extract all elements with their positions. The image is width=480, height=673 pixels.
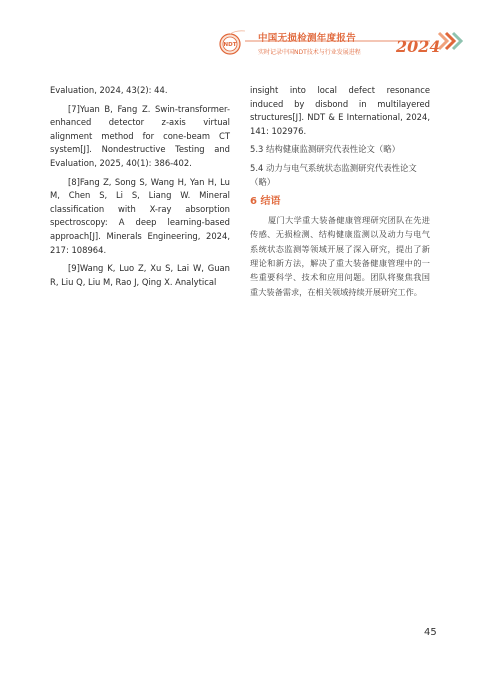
report-title: 中国无损检测年度报告 <box>258 33 357 44</box>
reference-continuation: Evaluation, 2024, 43(2): 44. <box>50 85 168 95</box>
reference-9-continuation: insight into local defect resonance induced by disbond in multilayered structures[J]. NDT & E International, 2024, 141: 102976. <box>250 85 430 136</box>
subsection-5-4: 5.4 动力与电气系统状态监测研究代表性论文（略） <box>250 162 417 187</box>
left-column <box>50 84 230 294</box>
reference-7: [7]Yuan B, Fang Z. Swin-transformer-enhanced detector z-axis virtual alignment method for cone-beam CT system[J]. Nondestructive Testing and Evaluation, 2025, 40(1): 386-402. <box>50 103 230 168</box>
reference-9: [9]Wang K, Luo Z, Xu S, Lai W, Guan R, Liu Q, Liu M, Rao J, Qing X. Analytical <box>50 263 230 287</box>
report-year: 2024 <box>396 37 441 56</box>
subsection-5-3: 5.3 结构健康监测研究代表性论文（略） <box>250 144 400 155</box>
page-number: 45 <box>424 627 437 638</box>
svg-text:NDT: NDT <box>223 42 237 49</box>
section-title-conclusion: 6 结语 <box>250 196 281 208</box>
reference-8: [8]Fang Z, Song S, Wang H, Yan H, Lu M, Chen S, Li S, Liang W. Mineral classification with X-ray absorption spectroscopy: A deep learning-based approach[J]. Minerals Engineering, 2024, 217: 108964. <box>50 176 230 255</box>
header-underline <box>0 0 480 72</box>
page-header <box>0 0 480 72</box>
right-column <box>250 84 430 299</box>
chevron-right-icon <box>437 31 463 51</box>
conclusion-paragraph: 厦门大学重大装备健康管理研究团队在先进传感、无损检测、结构健康监测以及动力与电气系统状态监测等领域开展了深入研究，提出了新理论和新方法，解决了重大装备健康管理中的一些重要科学、技术和应用问题。团队将聚焦我国重大装备需求，在相关领域持续开展研究工作。 <box>250 214 430 297</box>
report-subtitle: 实时记录中国NDT技术与行业发展进程 <box>258 49 361 56</box>
